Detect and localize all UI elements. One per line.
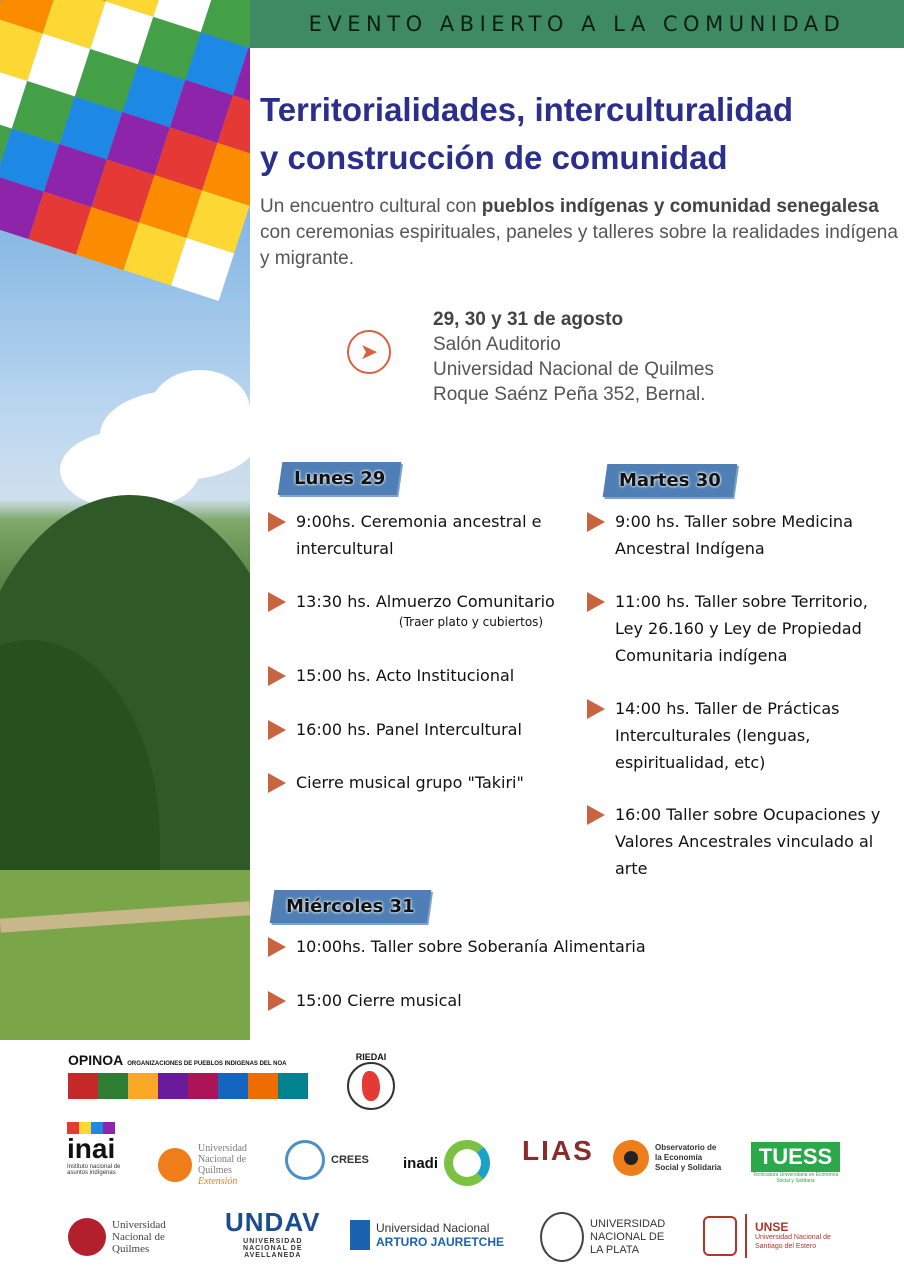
subtitle-rest: con ceremonias espirituales, paneles y talleres sobre la realidades indígena y migrante. [260,222,898,269]
logo-riedai: RIEDAI [333,1048,409,1114]
day-badge-tuesday: Martes 30 [603,464,737,497]
logo-lias: LIAS [522,1135,594,1166]
tuesday-item-4: 16:00 Taller sobre Ocupaciones y Valores Ancestrales vinculado al arte [615,801,895,882]
wednesday-item-1: 10:00hs. Taller sobre Soberanía Alimentaria [296,933,696,960]
logo-unq: Universidad Nacional de Quilmes [68,1218,182,1256]
venue-room: Salón Auditorio [433,334,561,355]
subtitle-intro: Un encuentro cultural con [260,196,482,217]
title-line-1: Territorialidades, interculturalidad [260,91,794,128]
tuesday-item-3: 14:00 hs. Taller de Prácticas Interculturales (lenguas, espiritualidad, etc) [615,695,885,776]
hero-photo [0,0,250,1040]
arrow-icon [587,512,605,532]
logo-unse: UNSE Universidad Nacional de Santiago del Estero [703,1214,835,1258]
tuesday-item-1: 9:00 hs. Taller sobre Medicina Ancestral Indígena [615,508,885,562]
wiphala-flag [0,0,250,377]
wednesday-item-2: 15:00 Cierre musical [296,987,696,1014]
logo-undav: UNDAV UNIVERSIDAD NACIONAL DE AVELLANEDA [225,1207,321,1259]
arrow-icon [587,805,605,825]
logo-inai: inai Instituto nacional de asuntos indígenas [67,1122,127,1176]
monday-note: (Traer plato y cubiertos) [398,615,544,629]
venue-dates: 29, 30 y 31 de agosto [433,309,624,330]
tuesday-item-2: 11:00 hs. Taller sobre Territorio, Ley 26.160 y Ley de Propiedad Comunitaria indígena [615,588,900,669]
monday-item-3: 15:00 hs. Acto Institucional [296,662,576,689]
title-line-2: y construcción de comunidad [260,139,728,176]
subtitle-bold: pueblos indígenas y comunidad senegalesa [481,196,879,217]
event-banner: EVENTO ABIERTO A LA COMUNIDAD [250,0,904,48]
arrow-icon [268,592,286,612]
venue-university: Universidad Nacional de Quilmes [433,359,714,380]
chevron-right-icon: ➤ [347,330,391,374]
logo-inadi: inadi [403,1140,490,1186]
logo-opinoa: OPINOA ORGANIZACIONES DE PUEBLOS INDIGENAS DEL NOA [68,1052,308,1099]
day-badge-wednesday: Miércoles 31 [270,890,431,923]
arrow-icon [268,512,286,532]
monday-item-2: 13:30 hs. Almuerzo Comunitario (Traer plato y cubiertos) [296,588,586,629]
day-badge-monday: Lunes 29 [278,462,402,495]
arrow-icon [268,773,286,793]
subtitle [260,194,900,272]
arrow-icon [268,937,286,957]
monday-item-4: 16:00 hs. Panel Intercultural [296,716,576,743]
venue-block [433,307,714,407]
monday-item-1: 9:00hs. Ceremonia ancestral e intercultural [296,508,566,562]
venue-address: Roque Saénz Peña 352, Bernal. [433,384,706,405]
arrow-icon [587,699,605,719]
logo-unaj: Universidad Nacional ARTURO JAURETCHE [350,1220,504,1250]
logo-observatorio: Observatorio de la Economía Social y Solidaria [613,1140,725,1176]
logo-crees: CREES [285,1140,369,1180]
monday-item-5: Cierre musical grupo "Takiri" [296,769,576,796]
arrow-icon [587,592,605,612]
logo-unlp: UNIVERSIDAD NACIONAL DE LA PLATA [540,1212,670,1262]
page-title [260,86,860,182]
logo-unq-extension: Universidad Nacional de Quilmes Extensión [158,1143,264,1187]
arrow-icon [268,991,286,1011]
arrow-icon [268,720,286,740]
arrow-icon [268,666,286,686]
logo-tuess: TUESS Tecnicatura Universitaria en Economía Social y Solidaria [752,1144,839,1184]
